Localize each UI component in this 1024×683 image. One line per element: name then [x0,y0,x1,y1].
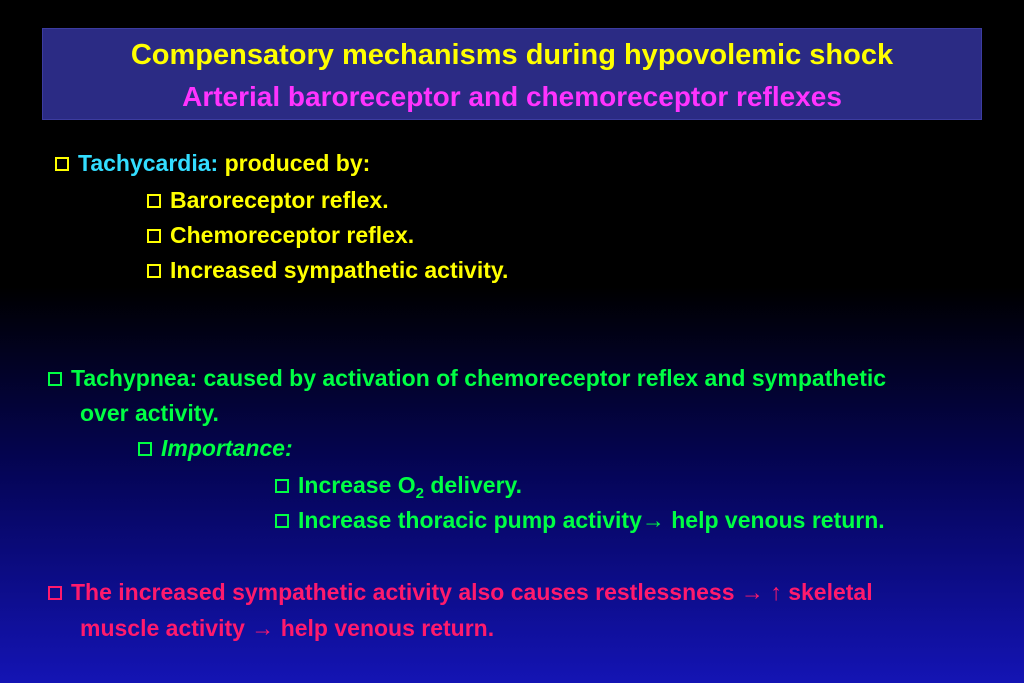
importance-item-text: Increase thoracic pump activity→ help venous return. [298,507,885,533]
importance-item-text: delivery. [423,472,523,498]
importance-item [275,505,885,535]
slide-subtitle: Arterial baroreceptor and chemoreceptor reflexes [182,81,842,112]
checkbox-bullet-icon [275,514,289,528]
tachycardia-item [147,220,414,250]
checkbox-bullet-icon [138,442,152,456]
checkbox-bullet-icon [147,194,161,208]
sympathetic-line [48,577,873,607]
checkbox-bullet-icon [147,264,161,278]
tachycardia-item [147,255,508,285]
checkbox-bullet-icon [147,229,161,243]
importance-item [275,470,522,509]
sympathetic-text: The increased sympathetic activity also causes restlessness → ↑ skeletal [71,579,873,605]
subscript-2: 2 [415,485,424,502]
tachypnea-text: Tachypnea: caused by activation of chemoreceptor reflex and sympathetic [71,365,887,391]
tachycardia-item-text: Chemoreceptor reflex. [170,222,415,248]
title-box [42,28,982,120]
tachypnea-line-continued: over activity. [80,400,219,426]
checkbox-bullet-icon [48,372,62,386]
importance-line [138,433,293,463]
checkbox-bullet-icon [55,157,69,171]
tachycardia-text: produced by: [218,150,371,176]
checkbox-bullet-icon [48,586,62,600]
importance-item-text: Increase O [298,472,416,498]
checkbox-bullet-icon [275,479,289,493]
importance-label: Importance: [161,435,293,461]
tachycardia-item-text: Baroreceptor reflex. [170,187,389,213]
tachycardia-item-text: Increased sympathetic activity. [170,257,509,283]
sympathetic-line-continued: muscle activity → help venous return. [80,615,495,641]
tachycardia-term: Tachycardia: [78,150,219,176]
tachycardia-line [55,148,370,178]
slide-title: Compensatory mechanisms during hypovolemic shock [130,39,894,71]
tachypnea-line [48,363,886,393]
tachycardia-item [147,185,389,215]
